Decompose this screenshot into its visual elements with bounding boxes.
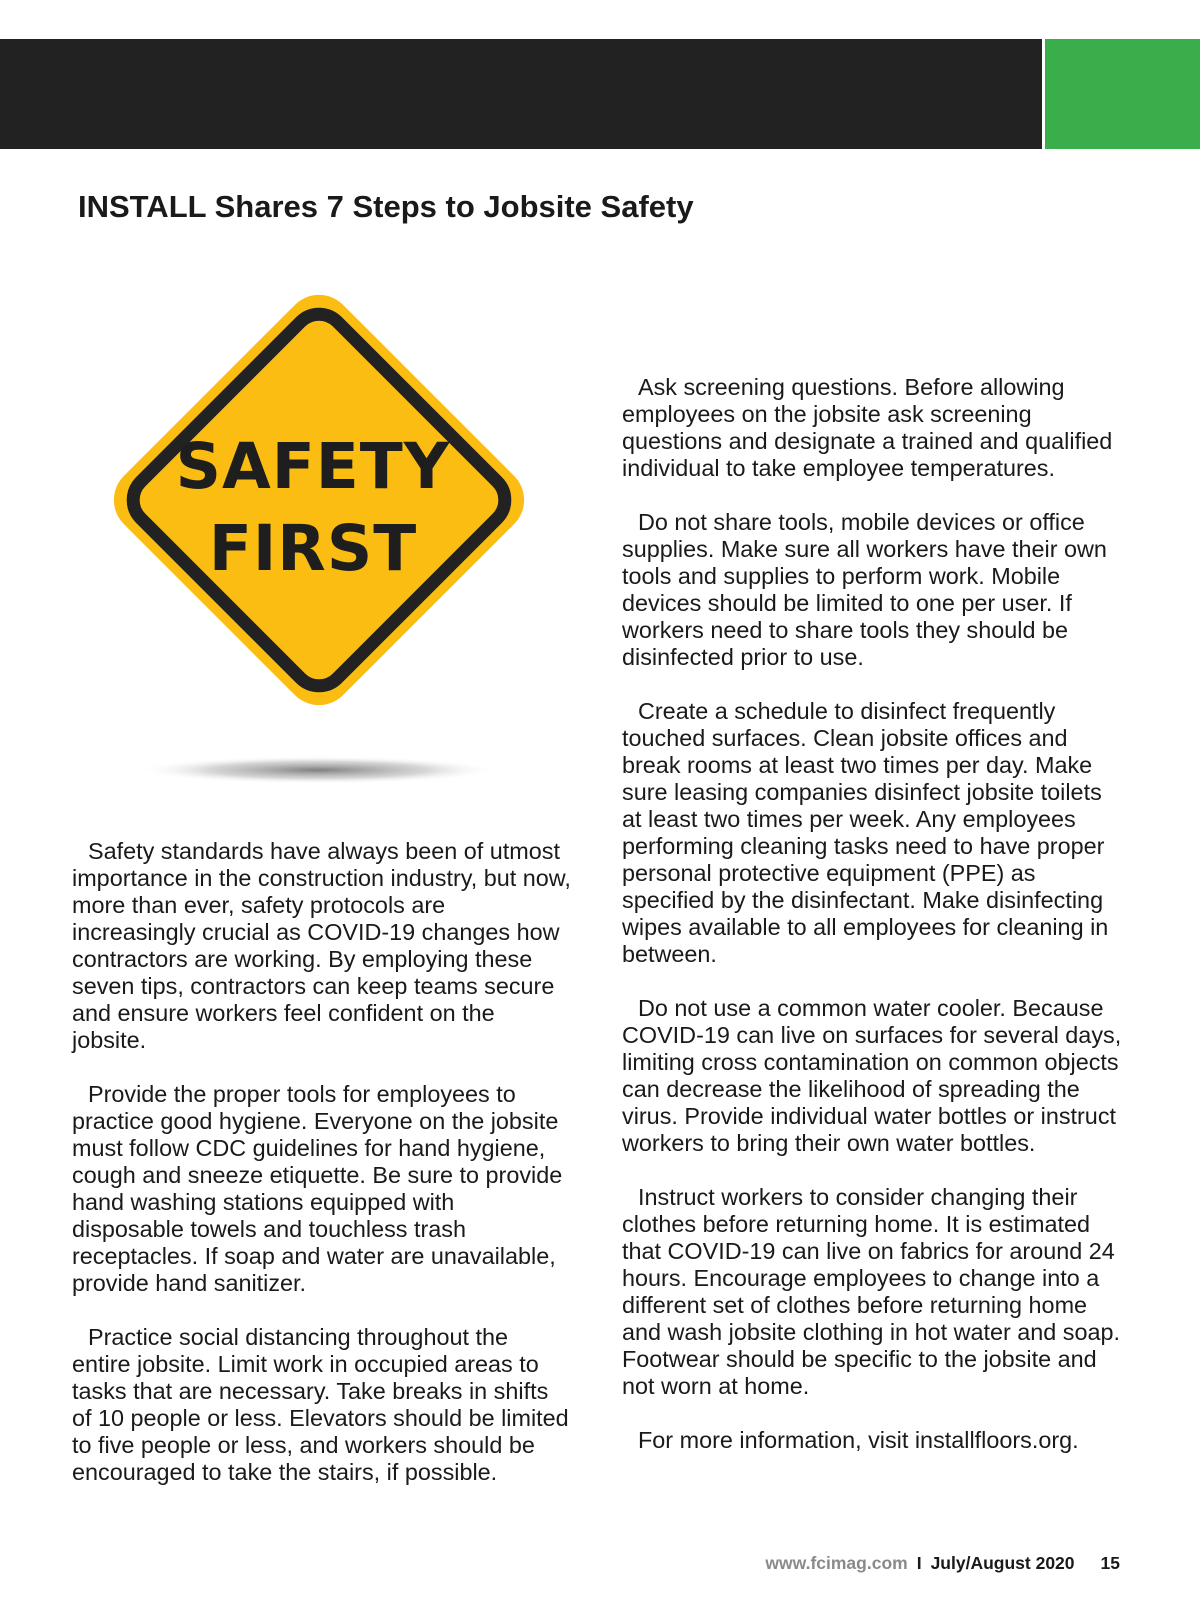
article-column-right: [622, 374, 1127, 1481]
article-column-left: [72, 838, 572, 1513]
tip-no-sharing-paragraph: Do not share tools, mobile devices or office supplies. Make sure all workers have their own tools and supplies to perform work. Mobile devices should be limited to one per user. If workers need to share tools they should be disinfected prior to use.: [622, 509, 1107, 670]
tip-screening-paragraph: Ask screening questions. Before allowing employees on the jobsite ask screening questions and designate a trained and qualified individual to take employee temperatures.: [622, 374, 1113, 481]
safety-sign-graphic: [80, 270, 570, 810]
safety-first-sign: [80, 270, 570, 810]
footer-separator: I: [916, 1553, 922, 1573]
tip-distancing-paragraph: Practice social distancing throughout the entire jobsite. Limit work in occupied areas to tasks that are necessary. Take breaks in shifts of 10 people or less. Elevators should be limited to five people or less, and workers should be encouraged to take the stairs, if possible.: [72, 1324, 569, 1485]
article-title: INSTALL Shares 7 Steps to Jobsite Safety: [78, 189, 694, 224]
tip-hygiene-paragraph: Provide the proper tools for employees to practice good hygiene. Everyone on the jobsite must follow CDC guidelines for hand hygiene, cough and sneeze etiquette. Be sure to provide hand washing stations equipped with disposable towels and touchless trash receptacles. If soap and water are unavailable, provide hand sanitizer.: [72, 1081, 563, 1296]
tip-disinfect-paragraph: Create a schedule to disinfect frequently touched surfaces. Clean jobsite offices and break rooms at least two times per day. Make sure leasing companies disinfect jobsite toilets at least two times per week. Any employees performing cleaning tasks need to have proper personal protective equipment (PPE) as specified by the disinfectant. Make disinfecting wipes available to all employees for cleaning in between.: [622, 698, 1109, 967]
tip-water-cooler-paragraph: Do not use a common water cooler. Because COVID-19 can live on surfaces for several days, limiting cross contamination on common objects can decrease the likelihood of spreading the virus. Provide individual water bottles or instruct workers to bring their own water bottles.: [622, 995, 1122, 1156]
header-accent-block: [1045, 39, 1200, 149]
sign-text-safety: SAFETY: [175, 430, 451, 503]
tip-clothes-paragraph: Instruct workers to consider changing their clothes before returning home. It is estimated that COVID-19 can live on fabrics for around 24 hours. Encourage employees to change into a different set of clothes before returning home and wash jobsite clothing in hot water and soap. Footwear should be specific to the jobsite and not worn at home.: [622, 1184, 1121, 1399]
footer-url[interactable]: www.fcimag.com: [765, 1553, 908, 1573]
intro-paragraph: Safety standards have always been of utmost importance in the construction industry, but now, more than ever, safety protocols are increasingly crucial as COVID-19 changes how contractors are working. By employing these seven tips, contractors can keep teams secure and ensure workers feel confident on the jobsite.: [72, 838, 571, 1053]
sign-shadow: [138, 756, 498, 784]
footer-page-number: 15: [1100, 1553, 1120, 1573]
sign-text-first: FIRST: [208, 512, 418, 585]
header-bar: [0, 39, 1042, 149]
footer-issue-date: July/August 2020: [930, 1553, 1075, 1573]
page-footer: [765, 1553, 1120, 1574]
more-info-paragraph: For more information, visit installfloors.org.: [638, 1427, 1079, 1453]
